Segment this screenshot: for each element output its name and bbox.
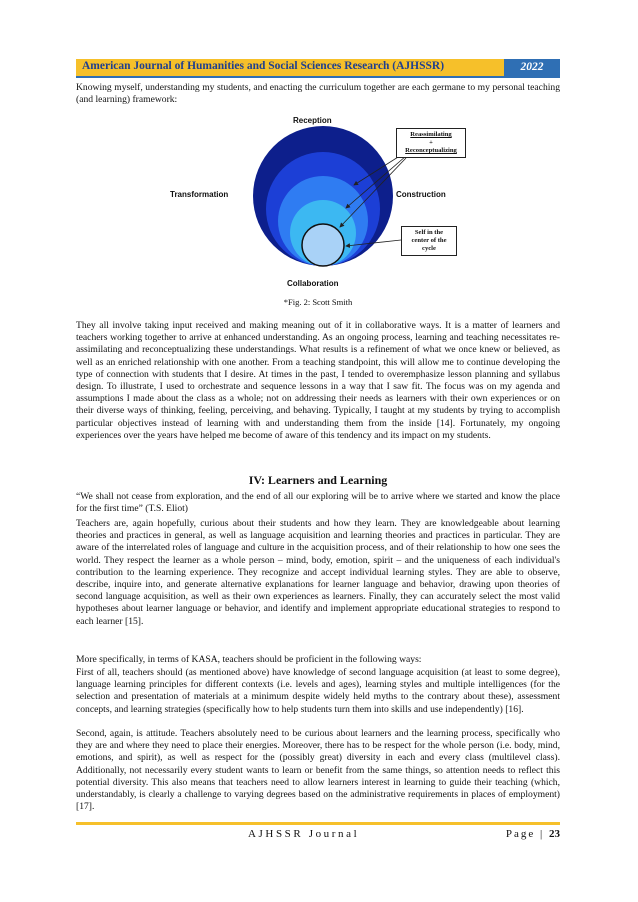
label-transformation: Transformation (170, 190, 229, 199)
label-collaboration: Collaboration (287, 279, 339, 288)
journal-title: American Journal of Humanities and Social Sciences Research (AJHSSR) (82, 60, 445, 72)
footer-journal: AJHSSR Journal (248, 828, 360, 840)
body-paragraph-3: More specifically, in terms of KASA, teachers should be proficient in the following ways: (76, 654, 422, 665)
framework-figure (160, 112, 480, 292)
box-line-cycle: cycle (422, 245, 436, 252)
label-construction: Construction (396, 190, 446, 199)
box-line-plus: + (429, 139, 433, 146)
body-paragraph-1: They all involve taking input received and making meaning out of it in collaborative ways. It is a matter of learners and teachers working together to arrive at enhanced understanding. As an ongoing process, learning and teaching necessitates re-assimilating and reconceptualizing these understandings. What results is a refinement of what we once knew or believed, as well as an enriched relationship with one another. From a teaching standpoint, this will allow me to continue developing the type of connection with students that I desire. At times in the past, I tended to overemphasize lesson planning and syllabus design. To illustrate, I used to orchestrate and sequence lessons in a way that I saw fit. The focus was on my agenda and assumptions I made about the class as a whole; not on addressing their needs as learners with their own experiences or on their diverse ways of thinking, feeling, perceiving, and behaving. Typically, I taught at my students by trying to accomplish particular objectives instead of learning with and understanding them from the inside [14]. Fortunately, my ongoing experiences over the years have helped me become of aware of this tendency and its impact on my students. (76, 320, 560, 441)
circle-self (302, 224, 344, 266)
body-paragraph-5: Second, again, is attitude. Teachers absolutely need to be curious about learners and the learning process, specifically who they are and where they need to place their energies. Moreover, there has to be respect for the whole person (i.e. body, mind, emotions, and spirit), as well as respect for the (possibly great) diversity in each and every class (multilevel class). Additionally, not necessarily every student wants to learn or benefit from the same things, so attention needs to reflect this potential diversity. This also means that teachers need to allow learners interest in learning to guide their teaching (which, understandably, is clearly a challenge to varying degrees based on the administrative requirements in places of employment) [17]. (76, 728, 560, 813)
footer-rule (76, 822, 560, 825)
self-center-box (401, 226, 457, 256)
journal-header (76, 59, 560, 78)
body-paragraph-4: First of all, teachers should (as mentioned above) have knowledge of second language acquisition (at least to some degree), language learning principles for different contexts (i.e. levels and ages), learning styles and multiple intelligences (for the selection and presentation of materials at a minimum despite widely held myths to the contrary about these), assessment concepts, and learning strategies (specifically how to help students turn them into skills and use independently) [16]. (76, 667, 560, 715)
eliot-quote: “We shall not cease from exploration, and the end of all our exploring will be to arrive where we started and know the place for the first time” (T.S. Eliot) (76, 491, 560, 515)
footer-page-number: 23 (549, 828, 560, 840)
box-line-center: center of the (411, 237, 447, 244)
label-reception: Reception (293, 116, 332, 125)
section-heading: IV: Learners and Learning (248, 473, 388, 487)
box-line-reconceptualizing: Reconceptualizing (405, 147, 457, 154)
box-line-self: Self in the (414, 229, 444, 236)
box-line-reassimilating: Reassimilating (410, 131, 452, 138)
journal-year: 2022 (504, 59, 560, 76)
footer-page-prefix: Page | (505, 828, 545, 840)
footer-page (506, 828, 560, 840)
figure-caption: *Fig. 2: Scott Smith (283, 297, 353, 307)
reassimilating-box (396, 128, 466, 158)
body-paragraph-2: Teachers are, again hopefully, curious about their students and how they learn. They are knowledgeable about learning theories and practices in general, as well as language acquisition and learning theories and practices in particular. They are aware of the interrelated roles of language and culture in the acquisition process, and of their relationship to how one sees the world. They respect the learner as a whole person – mind, body, emotion, spirit – and the uniqueness of each individual's contribution to the learning experience. They recognize and accept individual learning styles. They are able to observe, describe, inquire into, and generate alternative explanations for learner language and behavior, drawing upon theories of second language acquisition, as well as their own experiences as learners. Finally, they can accurately select the most valid hypotheses about learner language or behavior, and identify and implement appropriate educational strategies to respond to each learner [15]. (76, 518, 560, 627)
intro-paragraph: Knowing myself, understanding my students, and enacting the curriculum together are each germane to my personal teaching (and learning) framework: (76, 82, 560, 106)
